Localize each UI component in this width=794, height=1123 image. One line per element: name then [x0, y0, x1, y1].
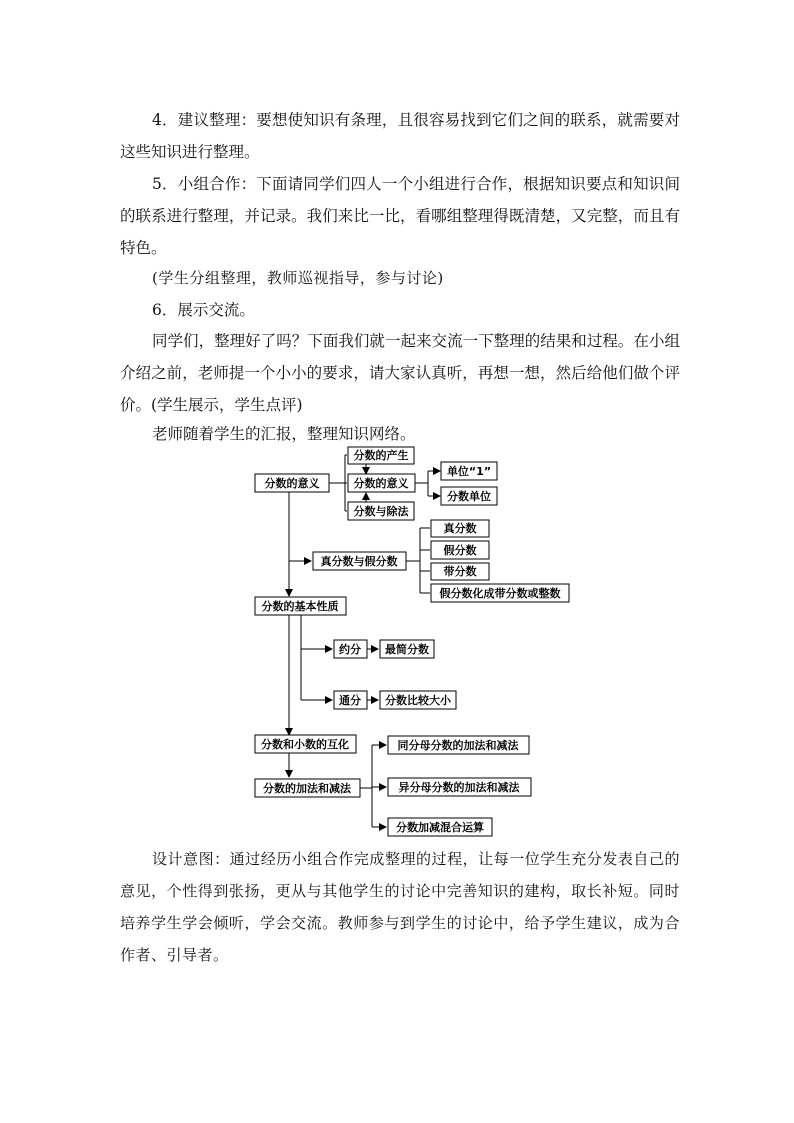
node-diff-denominator: 异分母分数的加法和减法 [398, 781, 520, 794]
paragraph-group-cooperation: 5．小组合作：下面请同学们四人一个小组进行合作，根据知识要点和知识间的联系进行整理，并记录。我们来比一比，看哪组整理得既清楚，又完整，而且有特色。 [120, 175, 680, 257]
node-mixed-number: 带分数 [443, 565, 477, 578]
node-fraction-unit: 分数单位 [447, 490, 491, 503]
node-fraction-meaning: 分数的意义 [264, 477, 320, 490]
node-add-sub: 分数的加法和减法 [263, 782, 351, 795]
node-improper-fraction: 假分数 [443, 544, 477, 557]
paragraph-design-intent: 设计意图：通过经历小组合作完成整理的过程，让每一位学生充分发表自己的意见，个性得到张扬，更从与其他学生的讨论中完善知识的建构，取长补短。同时培养学生学会倾听，学会交流。教师参与到学生的讨论中，给予学生建议，成为合作者、引导者。 [120, 850, 680, 964]
node-unit-one: 单位“1” [446, 465, 492, 478]
node-proper-fraction: 真分数 [443, 522, 477, 535]
node-simplest-fraction: 最简分数 [385, 643, 429, 656]
node-same-denominator: 同分母分数的加法和减法 [397, 739, 519, 752]
node-fraction-meaning-sub: 分数的意义 [353, 477, 409, 490]
node-basic-property: 分数的基本性质 [261, 600, 339, 613]
paragraph-teacher-network: 老师随着学生的汇报，整理知识网络。 [152, 425, 416, 443]
node-proper-improper: 真分数与假分数 [320, 555, 398, 568]
node-fraction-decimal: 分数和小数的互化 [261, 738, 349, 751]
paragraph-show-exchange: 6．展示交流。 [152, 301, 255, 319]
knowledge-network-diagram [0, 443, 794, 843]
paragraph-suggest-organize: 4．建议整理：要想使知识有条理，且很容易找到它们之间的联系，就需要对这些知识进行整理。 [120, 111, 680, 161]
node-convert-improper: 假分数化成带分数或整数 [439, 587, 561, 600]
node-reduce: 约分 [339, 643, 361, 656]
node-fraction-division: 分数与除法 [353, 505, 409, 518]
node-common-denominator: 通分 [339, 694, 361, 707]
paragraph-student-grouping-note: (学生分组整理，教师巡视指导，参与讨论) [152, 269, 444, 287]
node-fraction-origin: 分数的产生 [353, 449, 409, 462]
paragraph-exchange-content: 同学们，整理好了吗？下面我们就一起来交流一下整理的结果和过程。在小组介绍之前，老师提一个小小的要求，请大家认真听，再想一想，然后给他们做个评价。(学生展示，学生点评) [120, 332, 680, 414]
node-mixed-operations: 分数加减混合运算 [396, 821, 484, 834]
node-compare-size: 分数比较大小 [385, 694, 451, 707]
